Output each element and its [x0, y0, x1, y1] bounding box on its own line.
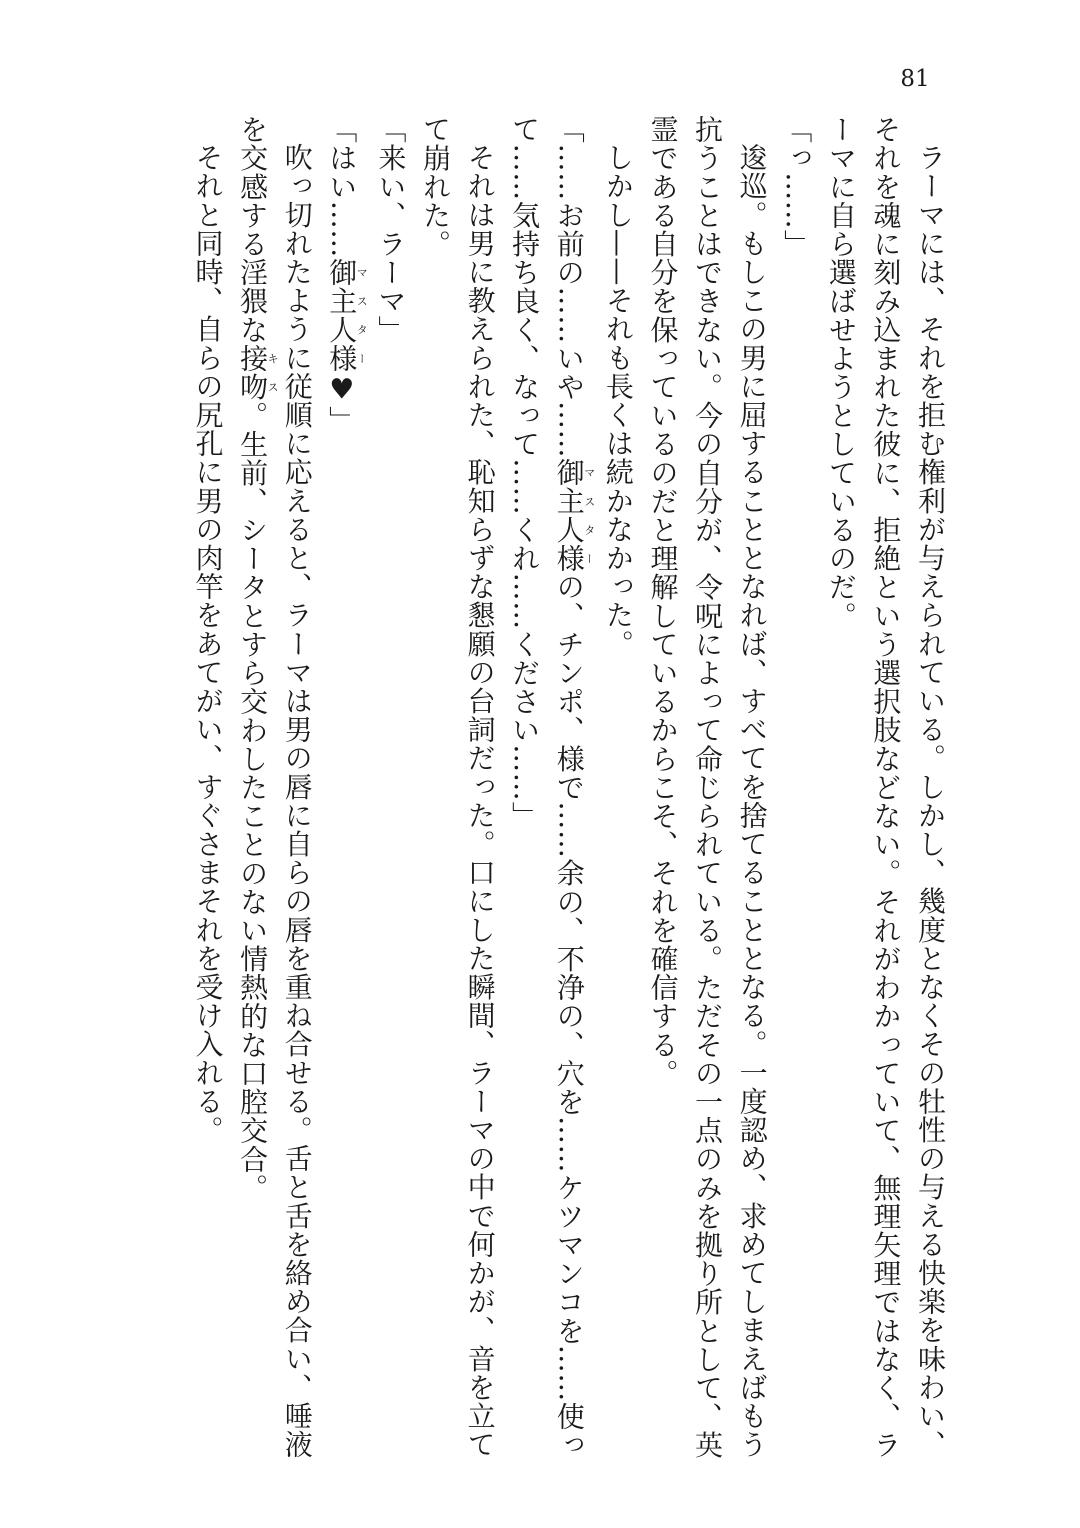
text-segment: 「はい……: [325, 115, 359, 258]
text-segment: ♥」: [325, 372, 359, 435]
paragraph: [502, 115, 596, 1475]
paragraph: [595, 115, 640, 1475]
ruby-annotation: マスター: [582, 458, 596, 573]
text-segment: それは男に教えられた、恥知らずな懇願の台詞だった。口にした瞬間、ラーマの中で何かが、音を立てて崩れた。: [418, 115, 497, 1459]
ruby-base: 御主人様: [552, 458, 586, 573]
page-number: 81: [900, 66, 930, 92]
ruby-base: 接吻: [236, 343, 270, 402]
paragraph: [640, 115, 774, 1475]
text-segment: の、チンポ、様で……余の、不浄の、穴を……ケツマンコを……使って……気持ち良く、なって……くれ……ください……」: [508, 115, 586, 1460]
ruby-annotation: キス: [266, 343, 280, 402]
text-segment: それと同時、自らの尻孔に男の肉竿をあてがい、すぐさまそれを受け入れる。: [191, 143, 225, 1144]
paragraph: [368, 115, 413, 1475]
text-segment: 吹っ切れたように従順に応えると、ラーマは男の唇に自らの唇を重ね合せる。舌と舌を絡め合い、唾液を交感する淫猥な: [236, 115, 314, 1459]
text-segment: しかし——それも長くは続かなかった。: [601, 143, 635, 658]
paragraph: [774, 115, 819, 1475]
paragraph: [185, 115, 230, 1475]
paragraph: [818, 115, 952, 1475]
ruby-base: 御主人様: [325, 258, 359, 373]
paragraph: [319, 115, 368, 1475]
body-text: [92, 115, 952, 1475]
ruby-text: [552, 458, 596, 573]
text-segment: 「……お前の……いや……: [552, 115, 586, 459]
text-segment: 「来い、ラーマ」: [374, 115, 408, 344]
paragraph: [412, 115, 501, 1475]
ruby-text: [325, 258, 369, 373]
ruby-annotation: マスター: [355, 258, 369, 373]
ruby-text: [236, 343, 280, 402]
paragraph: [230, 115, 319, 1475]
text-segment: 。生前、シータとすら交わしたことのない情熱的な口腔交合。: [236, 401, 270, 1202]
text-segment: 「っ……」: [780, 115, 814, 258]
text-segment: 逡巡。もしこの男に屈することとなれば、すべてを捨てることとなる。一度認め、求めてしまえばもう抗うことはできない。今の自分が、令呪によって命じられている。ただその一点のみを拠り所として、英霊である自分を保っているのだと理解しているからこそ、それを確信する。: [646, 115, 769, 1460]
text-segment: ラーマには、それを拒む権利が与えられている。しかし、幾度となくその牡性の与える快楽を味わい、それを魂に刻み込まれた彼に、拒絶という選択肢などない。それがわかっていて、無理矢理ではなく、ラーマに自ら選ばせようとしているのだ。: [824, 115, 947, 1460]
